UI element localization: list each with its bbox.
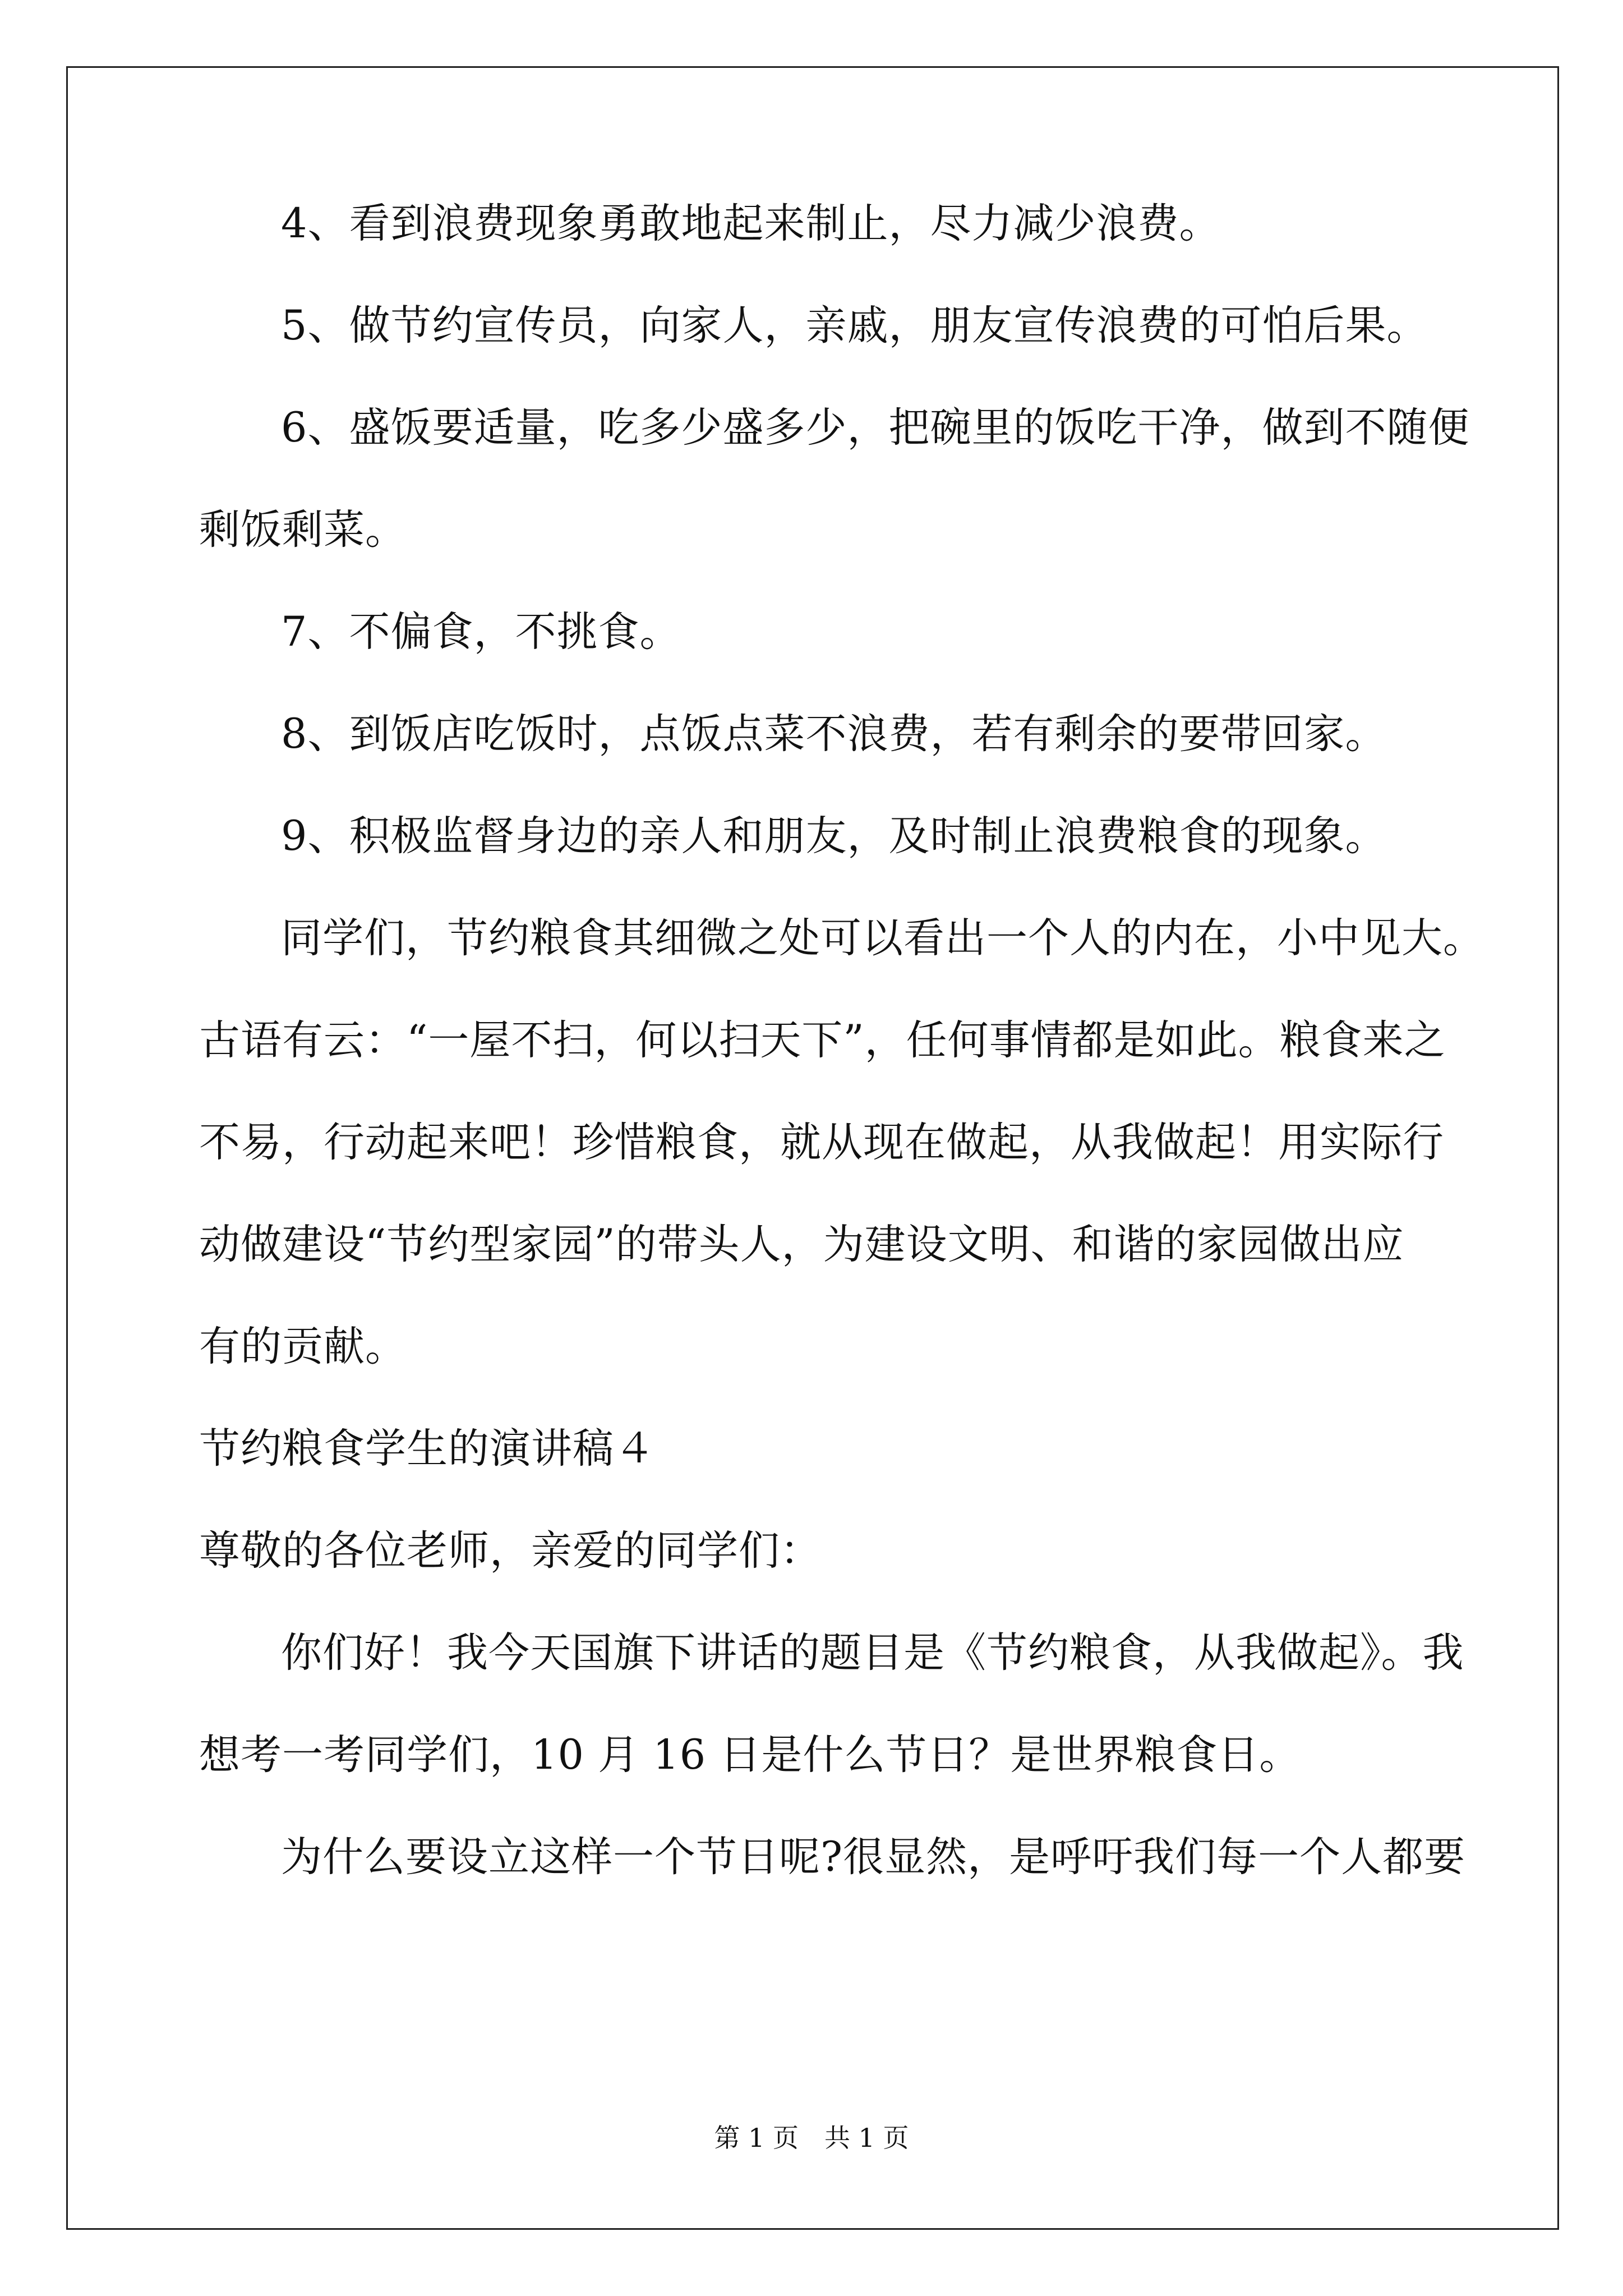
text-line: 想考一考同学们，10 月 16 日是什么节日？是世界粮食日。 [199, 1731, 1301, 1779]
text-line: 有的贡献。 [199, 1323, 407, 1370]
text-line: 7、不偏食，不挑食。 [281, 608, 681, 656]
salutation: 尊敬的各位老师，亲爱的同学们： [199, 1527, 822, 1575]
text-line: 你们好！我今天国旗下讲话的题目是《节约粮食，从我做起》。我 [281, 1629, 1464, 1677]
text-line: 动做建设“节约型家园”的带头人，为建设文明、和谐的家园做出应 [199, 1221, 1404, 1268]
text-line: 9、积极监督身边的亲人和朋友，及时制止浪费粮食的现象。 [281, 812, 1387, 860]
text-line: 8、到饭店吃饭时，点饭点菜不浪费，若有剩余的要带回家。 [281, 710, 1387, 758]
text-line: 6、盛饭要适量，吃多少盛多少，把碗里的饭吃干净，做到不随便 [281, 404, 1470, 452]
page-footer: 第 1 页 共 1 页 [714, 2123, 909, 2153]
text-line: 不易，行动起来吧！珍惜粮食，就从现在做起，从我做起！用实际行 [199, 1119, 1444, 1166]
text-line: 剩饭剩菜。 [199, 506, 407, 554]
text-line: 同学们，节约粮食其细微之处可以看出一个人的内在，小中见大。 [281, 914, 1484, 962]
text-line: 为什么要设立这样一个节日呢?很显然，是呼吁我们每一个人都要 [281, 1833, 1466, 1881]
text-line: 4、看到浪费现象勇敢地起来制止，尽力减少浪费。 [281, 200, 1221, 247]
section-heading: 节约粮食学生的演讲稿４ [199, 1425, 656, 1473]
text-line: 古语有云：“一屋不扫，何以扫天下”，任何事情都是如此。粮食来之 [199, 1016, 1446, 1064]
text-line: 5、做节约宣传员，向家人，亲戚，朋友宣传浪费的可怕后果。 [281, 302, 1428, 349]
